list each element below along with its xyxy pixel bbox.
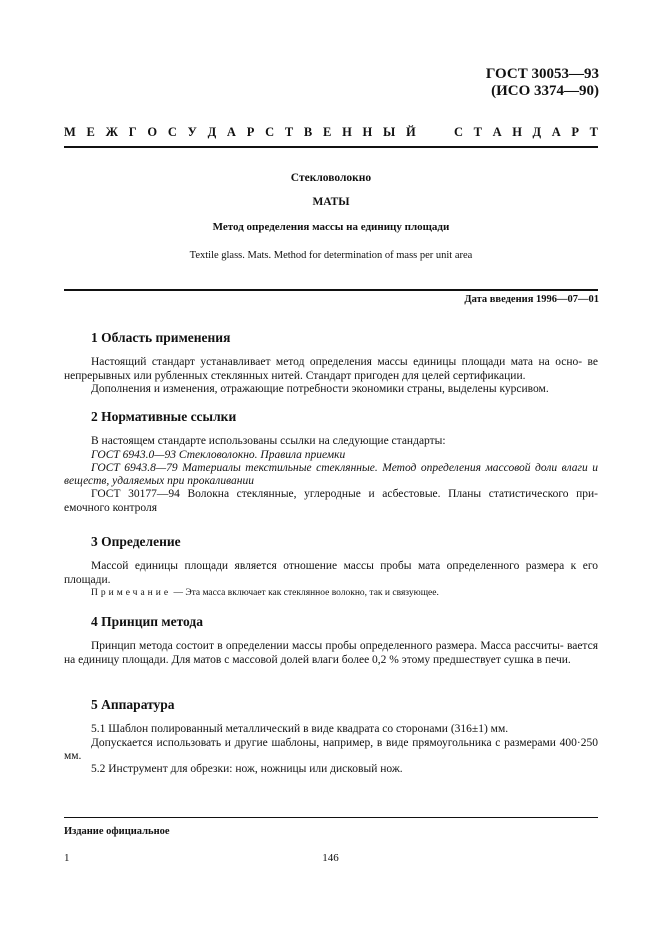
paragraph: Допускается использовать и другие шаблоны, например, в виде прямоугольника с размерами 400·250 мм. [64, 736, 598, 762]
standard-designation [486, 66, 599, 100]
paragraph: Принцип метода состоит в определении массы пробы определенного размера. Масса рассчиты- вается на единицу площади. Для матов с массовой долей влаги более 0,2 % этому предшествует сушка в печи. [64, 640, 598, 666]
section-heading: 2 Нормативные ссылки [91, 409, 237, 424]
paragraph: 5.2 Инструмент для обрезки: нож, ножницы или дисковый нож. [91, 763, 403, 776]
section-2 [64, 410, 598, 515]
title-rule [64, 289, 598, 291]
paragraph: В настоящем стандарте использованы ссылки на следующие стандарты: [91, 435, 446, 448]
official-edition-label: Издание официальное [64, 826, 170, 837]
title-line-1: Стекловолокно [290, 172, 372, 184]
english-title: Textile glass. Mats. Method for determination of mass per unit area [189, 250, 473, 261]
section-heading: 4 Принцип метода [91, 614, 203, 629]
paragraph: Настоящий стандарт устанавливает метод определения массы единицы площади мата на осно- ве непрерывных или рубленных стеклянных нитей. Стандарт пригоден для целей сертификации. [64, 356, 598, 382]
reference-item: ГОСТ 6943.0—93 Стекловолокно. Правила приемки [91, 448, 346, 461]
note-label: Примечание [91, 587, 172, 598]
section-4 [64, 615, 598, 667]
iso-number: (ИСО 3374—90) [491, 83, 599, 99]
section-heading: 3 Определение [91, 534, 181, 549]
section-3 [64, 535, 598, 600]
date-introduced: Дата введения 1996—07—01 [464, 294, 599, 305]
title-line-2: МАТЫ [312, 196, 350, 208]
paragraph: Массой единицы площади является отношение массы пробы мата определенного размера к его площади. [64, 560, 598, 586]
note-text: — Эта масса включает как стеклянное волокно, так и связующее. [171, 587, 439, 598]
section-heading: 1 Область применения [91, 330, 231, 345]
section-5 [64, 698, 598, 776]
interstate-standard-banner [64, 125, 598, 140]
top-rule [64, 146, 598, 148]
paragraph: Дополнения и изменения, отражающие потребности экономики страны, выделены курсивом. [91, 382, 549, 395]
section-heading: 5 Аппаратура [91, 697, 175, 712]
reference-item: ГОСТ 30177—94 Волокна стеклянные, углеродные и асбестовые. Планы статистического при- емочного контроля [64, 488, 598, 514]
reference-item: ГОСТ 6943.8—79 Материалы текстильные стеклянные. Метод определения массовой доли влаги и веществ, удаляемых при прокаливании [64, 461, 598, 488]
title-line-3: Метод определения массы на единицу площади [212, 221, 450, 233]
footer-rule [64, 817, 598, 818]
section-1 [64, 331, 598, 396]
page-number: 146 [322, 852, 339, 864]
paragraph: 5.1 Шаблон полированный металлический в виде квадрата со сторонами (316±1) мм. [91, 723, 509, 736]
note [64, 587, 598, 600]
standard-word: С Т А Н Д А Р Т [454, 125, 598, 139]
interstate-word: М Е Ж Г О С У Д А Р С Т В Е Н Н Ы Й [64, 125, 416, 139]
sheet-number: 1 [64, 852, 70, 864]
standard-number: ГОСТ 30053—93 [485, 66, 599, 82]
